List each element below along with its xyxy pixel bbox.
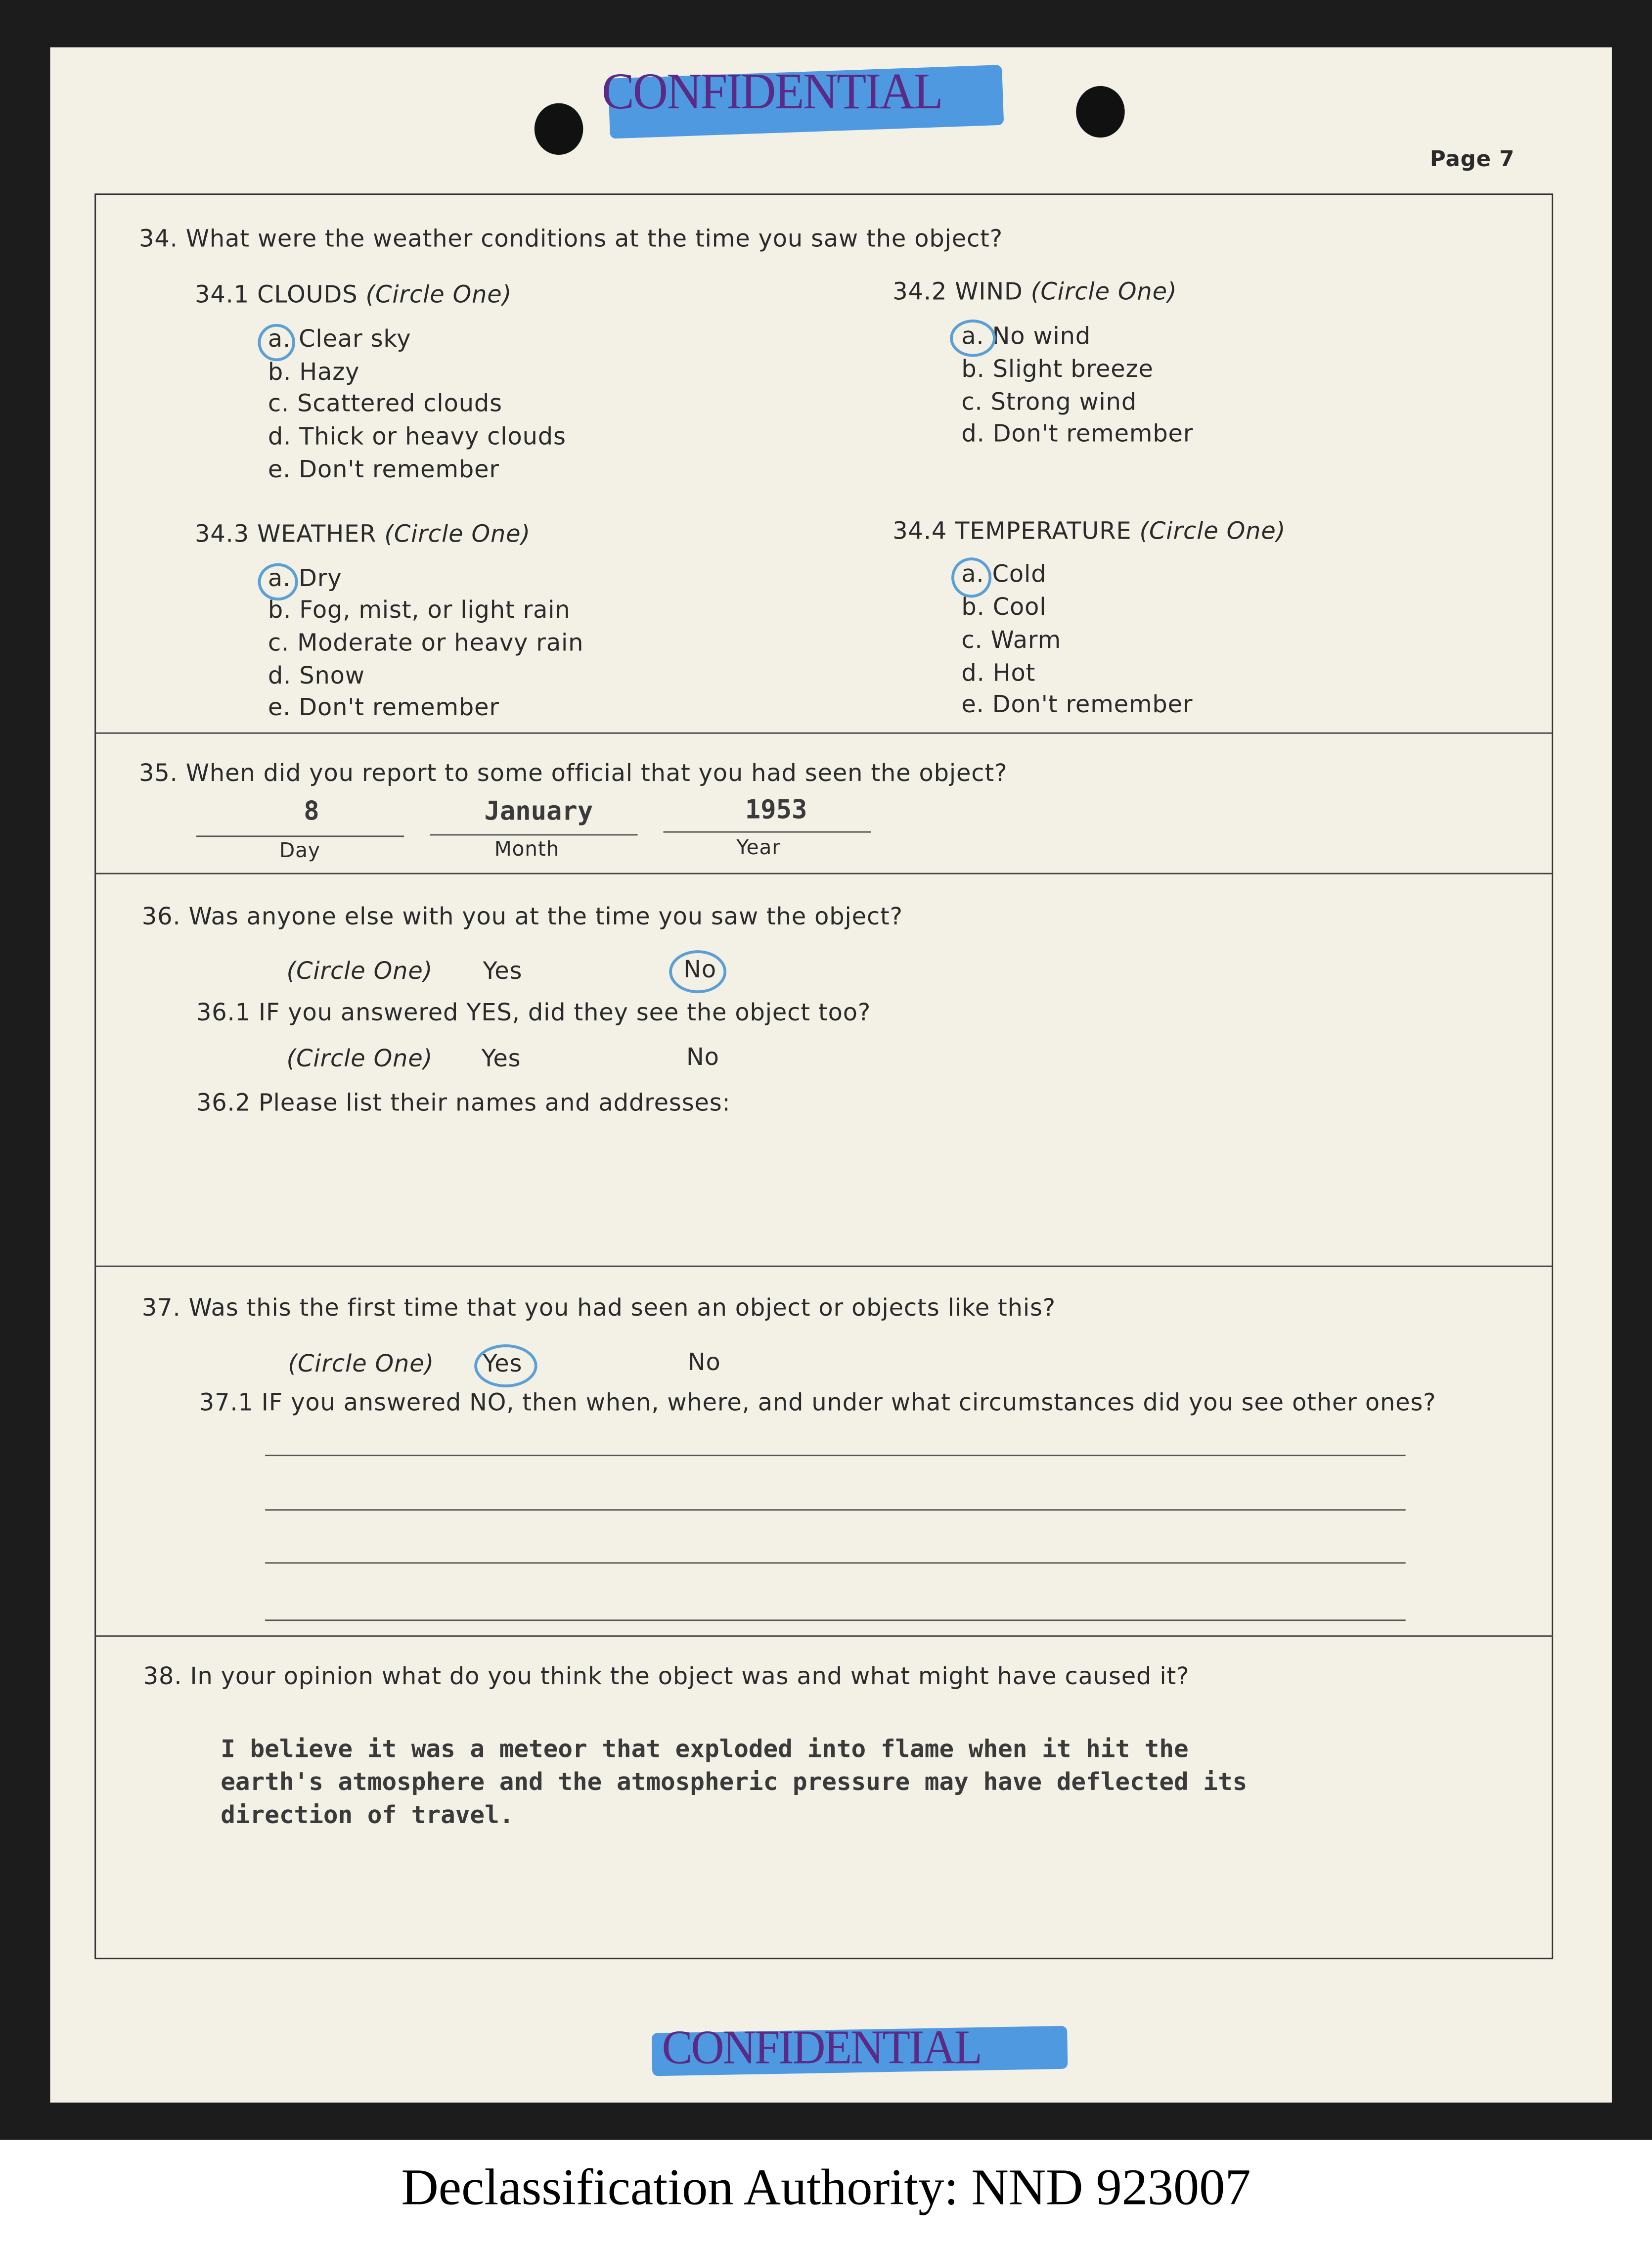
month-label: Month <box>494 838 560 862</box>
circle-one-hint: (Circle One) <box>286 1045 433 1072</box>
q38-answer[interactable]: I believe it was a meteor that exploded into flame when it hit the earth's atmosphere and the atmospheric pressure may have deflected its direction of travel. <box>221 1736 1248 1831</box>
q36-1-no[interactable]: No <box>686 1043 719 1071</box>
answer-line[interactable] <box>265 1619 1406 1621</box>
circle-one-hint: (Circle One) <box>288 1350 435 1377</box>
clouds-option-b[interactable]: b. Hazy <box>268 358 360 386</box>
selection-circle <box>951 557 991 597</box>
punch-hole <box>1076 86 1125 138</box>
circle-one-hint: (Circle One) <box>286 957 433 985</box>
year-label: Year <box>736 837 781 860</box>
temperature-option-c[interactable]: c. Warm <box>961 626 1062 654</box>
q36-no[interactable]: No <box>683 956 716 983</box>
day-value[interactable]: 8 <box>304 797 319 827</box>
question-37-1: 37.1 IF you answered NO, then when, where, and under what circumstances did you see other ones? <box>199 1388 1436 1416</box>
divider <box>94 1266 1553 1267</box>
temperature-option-a[interactable]: a. Cold <box>961 560 1047 588</box>
question-38: 38. In your opinion what do you think the object was and what might have caused it? <box>143 1662 1190 1690</box>
q36-yes[interactable]: Yes <box>483 957 523 985</box>
selection-circle <box>669 950 726 993</box>
weather-heading: 34.3 WEATHER (Circle One) <box>195 520 531 548</box>
clouds-option-e[interactable]: e. Don't remember <box>268 456 499 483</box>
selection-circle <box>258 563 298 600</box>
divider <box>94 873 1553 874</box>
punch-hole <box>535 103 583 155</box>
question-36-1: 36.1 IF you answered YES, did they see the object too? <box>196 999 871 1026</box>
selection-circle <box>258 324 295 361</box>
confidential-stamp-bottom: CONFIDENTIAL <box>662 2019 981 2074</box>
weather-option-d[interactable]: d. Snow <box>268 662 365 689</box>
temperature-heading: 34.4 TEMPERATURE (Circle One) <box>893 517 1286 545</box>
clouds-option-a[interactable]: a. Clear sky <box>268 325 411 353</box>
weather-option-b[interactable]: b. Fog, mist, or light rain <box>268 596 571 624</box>
weather-option-a[interactable]: a. Dry <box>268 564 342 592</box>
month-line <box>430 834 637 835</box>
temperature-option-e[interactable]: e. Don't remember <box>961 690 1193 718</box>
wind-option-d[interactable]: d. Don't remember <box>961 420 1194 448</box>
confidential-stamp-top: CONFIDENTIAL <box>602 64 942 121</box>
question-34: 34. What were the weather conditions at the time you saw the object? <box>139 225 1003 252</box>
wind-option-b[interactable]: b. Slight breeze <box>961 355 1154 383</box>
wind-heading: 34.2 WIND (Circle One) <box>893 278 1177 306</box>
wind-option-c[interactable]: c. Strong wind <box>961 388 1137 416</box>
question-35: 35. When did you report to some official that you had seen the object? <box>139 759 1008 787</box>
q37-yes[interactable]: Yes <box>483 1350 523 1377</box>
q36-1-yes[interactable]: Yes <box>481 1045 521 1072</box>
question-36-2: 36.2 Please list their names and addresses: <box>196 1089 731 1117</box>
answer-line[interactable] <box>265 1562 1406 1563</box>
day-line <box>196 835 404 837</box>
q37-no[interactable]: No <box>687 1348 721 1376</box>
clouds-option-c[interactable]: c. Scattered clouds <box>268 390 502 417</box>
selection-circle <box>950 320 996 357</box>
clouds-option-d[interactable]: d. Thick or heavy clouds <box>268 422 566 450</box>
weather-option-c[interactable]: c. Moderate or heavy rain <box>268 629 584 657</box>
wind-option-a[interactable]: a. No wind <box>961 322 1091 350</box>
divider <box>94 1635 1553 1637</box>
year-line <box>664 831 871 833</box>
declassification-caption: Declassification Authority: NND 923007 <box>401 2158 1251 2216</box>
weather-option-e[interactable]: e. Don't remember <box>268 693 499 721</box>
day-label: Day <box>279 840 320 863</box>
year-value[interactable]: 1953 <box>745 795 807 826</box>
clouds-heading: 34.1 CLOUDS (Circle One) <box>195 280 512 309</box>
divider <box>94 733 1553 734</box>
page-number: Page 7 <box>1429 146 1515 172</box>
selection-circle <box>474 1344 537 1387</box>
answer-line[interactable] <box>265 1509 1406 1511</box>
temperature-option-d[interactable]: d. Hot <box>961 659 1036 687</box>
temperature-option-b[interactable]: b. Cool <box>961 593 1047 621</box>
month-value[interactable]: January <box>484 797 593 827</box>
question-36: 36. Was anyone else with you at the time you saw the object? <box>141 903 903 930</box>
question-37: 37. Was this the first time that you had seen an object or objects like this? <box>141 1294 1056 1322</box>
answer-line[interactable] <box>265 1455 1406 1456</box>
